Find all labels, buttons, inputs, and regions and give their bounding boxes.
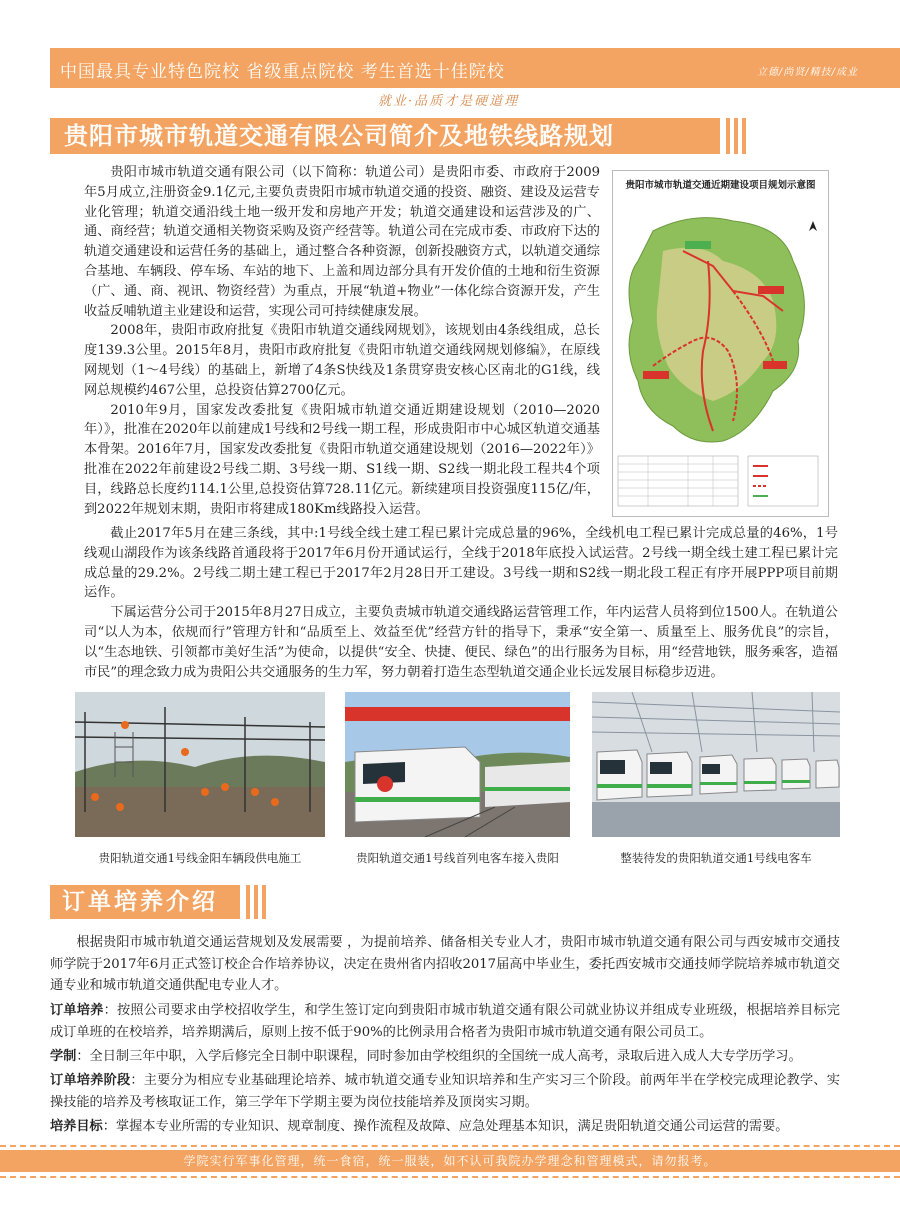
map-title: 贵阳市城市轨道交通近期建设项目规划示意图 — [625, 180, 816, 191]
section1-title: 贵阳市城市轨道交通有限公司简介及地铁线路规划 — [50, 118, 720, 154]
footer-divider — [0, 1145, 900, 1147]
title-stripe — [254, 885, 258, 919]
paragraph: 2008年，贵阳市政府批复《贵阳市轨道交通线网规划》，该规划由4条线组成，总长度139.3公里。2015年8月，贵阳市政府批复《贵阳市轨道交通线网规划修编》，在原线网规划（1～4号线）的基础上，新增了4条S快线及1条贯穿贵安核心区南北的G1线，线网总规模约467公里，总投资估算2700亿元。 — [84, 323, 600, 398]
item-text: ：主要分为相应专业基础理论培养、城市轨道交通专业知识培养和生产实习三个阶段。前两年半在学校完成理论教学、实操技能的培养及考核取证工作，第三学年下学期主要为岗位技能培养及顶岗实习期。 — [50, 1073, 840, 1110]
photo-caption: 整装待发的贵阳轨道交通1号线电客车 — [620, 851, 812, 865]
photo-first-train — [345, 692, 570, 837]
section2-intro: 根据贵阳市城市轨道交通运营规划及发展需要 ，为提前培养、储备相关专业人才，贵阳市城市轨道交通有限公司与西安城市交通技师学院于2017年6月正式签订校企合作培养协议，决定在贵州省内招收2017届高中毕业生，委托西安城市交通技师学院培养城市轨道交通专业和城市轨道交通供配电专业人才。 — [50, 935, 840, 993]
header-slogan: 中国最具专业特色院校 省级重点院校 考生首选十佳院校 — [60, 62, 505, 82]
map-label — [758, 286, 784, 294]
map-legend — [748, 456, 818, 506]
title-stripe — [262, 885, 266, 919]
section2-item — [50, 1116, 840, 1138]
photo-caption: 贵阳轨道交通1号线金阳车辆段供电施工 — [98, 851, 302, 865]
section2-item — [50, 1000, 840, 1043]
title-stripe — [742, 118, 746, 154]
section1-text-wide — [84, 524, 838, 682]
north-arrow-icon — [809, 221, 817, 231]
item-label: 学制 — [50, 1049, 77, 1064]
header-subtitle: 就业·品质才是硬道理 — [378, 94, 520, 109]
map-table — [618, 456, 738, 506]
item-label: 订单培养阶段 — [50, 1073, 131, 1088]
map-label — [643, 371, 669, 379]
item-text: ：全日制三年中职，入学后修完全日制中职课程，同时参加由学校组织的全国统一成人高考，录取后进入成人大专学历学习。 — [76, 1049, 802, 1064]
map-label — [763, 361, 787, 369]
title-stripe — [734, 118, 738, 154]
paragraph: 贵阳市城市轨道交通有限公司（以下简称：轨道公司）是贵阳市委、市政府于2009年5月成立,注册资金9.1亿元,主要负责贵阳市城市轨道交通的投资、融资、建设及运营专业化管理；轨道交通沿线土地一级开发和房地产开发；轨道交通建设和运营涉及的广、通、商经营；轨道交通相关物资采购及资产经营等。轨道公司在完成市委、市政府下达的轨道交通建设和运营任务的基础上，通过整合各种资源，创新投融资方式，以轨道交通综合基地、车辆段、停车场、车站的地下、上盖和周边部分具有开发价值的土地和衍生资源（广、通、商、视讯、物资经营）为重点，开展“轨道+物业”一体化综合资源开发，产生收益反哺轨道主业建设和运营，实现公司可持续健康发展。 — [84, 165, 600, 319]
paragraph: 2010年9月，国家发改委批复《贵阳城市轨道交通近期建设规划（2010—2020年）》，批准在2020年以前建成1号线和2号线一期工程，形成贵阳市中心城区轨道交通基本骨架。2016年7月，国家发改委批复《贵阳市轨道交通建设规划（2016—2022年）》批准在2022年前建设2号线二期、3号线一期、S1线一期、S2线一期北段工程共4个项目，线路总长度约114.1公里,总投资估算728.11亿元。新续建项目投资强度115亿/年，到2022年规划末期，贵阳市将建成180Km线路投入运营。 — [84, 402, 600, 517]
photo-caption: 贵阳轨道交通1号线首列电客车接入贵阳 — [356, 851, 559, 865]
title-stripe — [726, 118, 730, 154]
paragraph: 下属运营分公司于2015年8月27日成立，主要负责城市轨道交通线路运营管理工作，年内运营人员将到位1500人。在轨道公司“以人为本，依规而行”管理方针和“品质至上、效益至优”经营方针的指导下，秉承“安全第一、质量至上、服务优良”的宗旨，以“生态地铁、引领都市美好生活”为使命，以提供“安全、快捷、便民、绿色”的出行服务为目标，用“经营地铁，服务乘客，造福市民”的理念致力成为贵阳公共交通服务的生力军，努力朝着打造生态型轨道交通企业长远发展目标稳步迈进。 — [84, 605, 838, 680]
item-text: ：按照公司要求由学校招收学生，和学生签订定向到贵阳市城市轨道交通有限公司就业协议并组成专业班级，根据培养目标完成订单班的在校培养，培养期满后，原则上按不低于90%的比例录用合格者为贵阳市城市轨道交通有限公司员工。 — [50, 1003, 840, 1040]
header-motto: 立德/尚贤/精技/成业 — [756, 67, 858, 78]
photo-power-construction — [75, 692, 325, 837]
title-stripe — [246, 885, 250, 919]
section1-text-narrow — [84, 163, 600, 519]
footer-banner: 学院实行军事化管理，统一食宿，统一服装，如不认可我院办学理念和管理模式，请勿报考。 — [0, 1150, 900, 1172]
section2-title: 订单培养介绍 — [50, 885, 240, 919]
map-graphic — [613, 191, 828, 511]
section2-item — [50, 1070, 840, 1113]
item-label: 培养目标 — [50, 1119, 103, 1134]
paragraph: 截止2017年5月在建三条线，其中:1号线全线土建工程已累计完成总量的96%，全线机电工程已累计完成总量的46%，1号线观山湖段作为该条线路首通段将于2017年6月份开通试运行，全线于2018年底投入试运营。2号线一期全线土建工程已累计完成总量的29.2%。2号线二期土建工程已于2017年2月28日开工建设。3号线一期和S2线一期北段工程正有序开展PPP项目前期运作。 — [84, 526, 838, 601]
metro-plan-map — [612, 170, 829, 517]
item-text: ：掌握本专业所需的专业知识、规章制度、操作流程及故障、应急处理基本知识，满足贵阳轨道交通公司运营的需要。 — [102, 1119, 789, 1134]
photo-train-depot — [592, 692, 840, 837]
map-label — [685, 241, 711, 249]
footer-divider — [0, 1176, 900, 1178]
header-banner — [50, 48, 900, 88]
item-label: 订单培养 — [50, 1003, 104, 1018]
section2-item — [50, 1046, 840, 1068]
